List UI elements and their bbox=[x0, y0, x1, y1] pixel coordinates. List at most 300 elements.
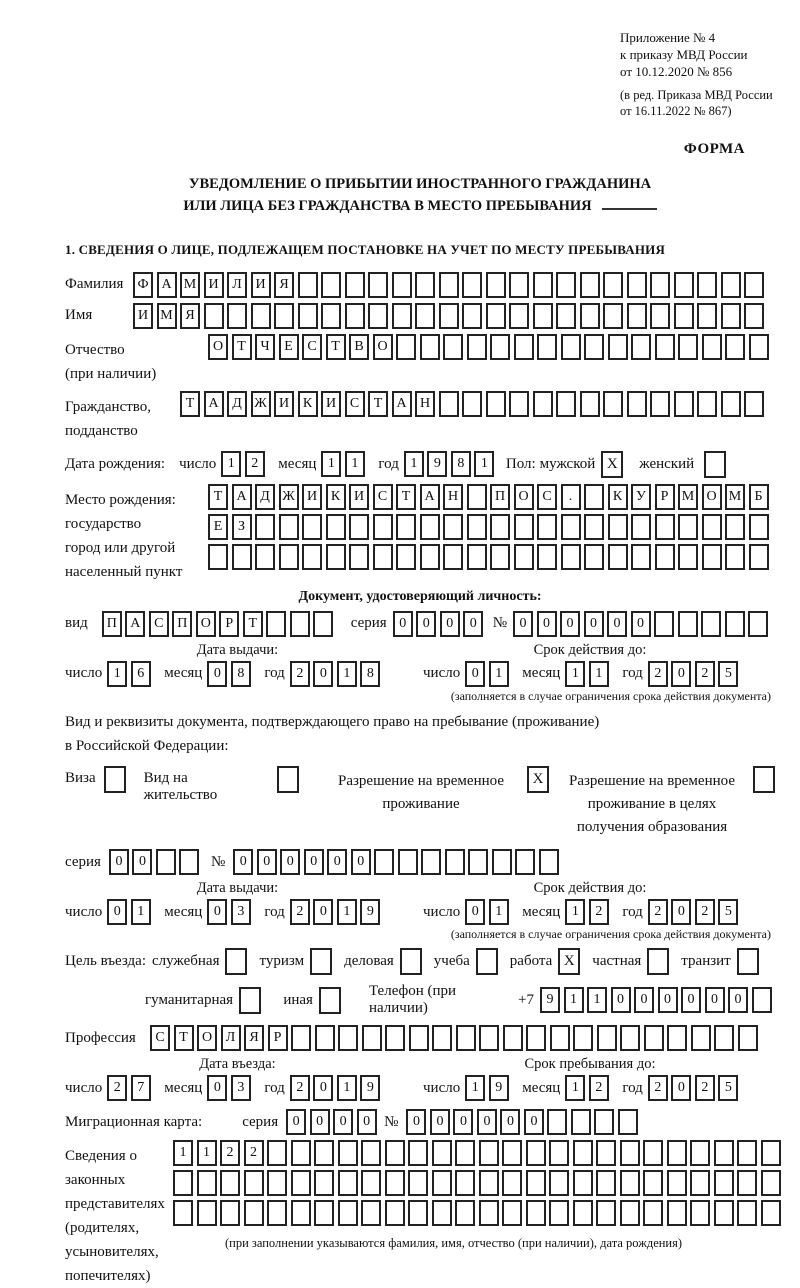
char-box[interactable]: 2 bbox=[245, 451, 265, 477]
char-box[interactable] bbox=[674, 303, 694, 329]
char-box[interactable]: О bbox=[197, 1025, 217, 1051]
char-box[interactable]: М bbox=[157, 303, 177, 329]
char-box[interactable] bbox=[227, 303, 247, 329]
char-box[interactable] bbox=[479, 1025, 499, 1051]
char-box[interactable]: 9 bbox=[540, 987, 560, 1013]
char-box[interactable] bbox=[373, 514, 393, 540]
char-box[interactable]: М bbox=[725, 484, 745, 510]
char-box[interactable] bbox=[244, 1170, 264, 1196]
char-box[interactable] bbox=[608, 544, 628, 570]
char-box[interactable] bbox=[345, 272, 365, 298]
sex-male-checkbox[interactable]: X bbox=[601, 451, 623, 478]
char-box[interactable] bbox=[244, 1200, 264, 1226]
char-box[interactable]: Е bbox=[279, 334, 299, 360]
char-box[interactable]: 2 bbox=[648, 899, 668, 925]
char-box[interactable] bbox=[462, 303, 482, 329]
char-box[interactable]: П bbox=[102, 611, 122, 637]
char-box[interactable] bbox=[549, 1200, 569, 1226]
char-box[interactable] bbox=[597, 1025, 617, 1051]
char-box[interactable] bbox=[415, 303, 435, 329]
char-box[interactable]: О bbox=[702, 484, 722, 510]
char-box[interactable]: Т bbox=[208, 484, 228, 510]
char-box[interactable] bbox=[462, 272, 482, 298]
char-box[interactable]: 3 bbox=[231, 1075, 251, 1101]
char-box[interactable]: 1 bbox=[474, 451, 494, 477]
char-box[interactable] bbox=[197, 1200, 217, 1226]
char-box[interactable]: 0 bbox=[109, 849, 129, 875]
char-box[interactable]: 8 bbox=[231, 661, 251, 687]
char-box[interactable]: Ж bbox=[279, 484, 299, 510]
char-box[interactable] bbox=[326, 544, 346, 570]
char-box[interactable] bbox=[502, 1170, 522, 1196]
char-box[interactable]: 1 bbox=[337, 661, 357, 687]
char-box[interactable] bbox=[502, 1200, 522, 1226]
char-box[interactable]: 1 bbox=[565, 661, 585, 687]
char-box[interactable] bbox=[603, 303, 623, 329]
char-box[interactable]: С bbox=[345, 391, 365, 417]
char-box[interactable] bbox=[314, 1170, 334, 1196]
char-box[interactable]: 0 bbox=[440, 611, 460, 637]
char-box[interactable] bbox=[432, 1025, 452, 1051]
char-box[interactable] bbox=[537, 544, 557, 570]
char-box[interactable] bbox=[279, 514, 299, 540]
char-box[interactable] bbox=[315, 1025, 335, 1051]
char-box[interactable] bbox=[714, 1025, 734, 1051]
char-box[interactable]: Р bbox=[268, 1025, 288, 1051]
char-box[interactable] bbox=[596, 1170, 616, 1196]
char-box[interactable] bbox=[580, 272, 600, 298]
char-box[interactable]: 0 bbox=[132, 849, 152, 875]
char-box[interactable] bbox=[702, 334, 722, 360]
char-box[interactable] bbox=[321, 272, 341, 298]
char-box[interactable] bbox=[702, 544, 722, 570]
char-box[interactable] bbox=[761, 1170, 781, 1196]
char-box[interactable]: 2 bbox=[648, 661, 668, 687]
char-box[interactable] bbox=[439, 272, 459, 298]
char-box[interactable] bbox=[420, 514, 440, 540]
char-box[interactable] bbox=[761, 1200, 781, 1226]
char-box[interactable] bbox=[650, 272, 670, 298]
char-box[interactable]: 5 bbox=[718, 899, 738, 925]
char-box[interactable] bbox=[455, 1170, 475, 1196]
char-box[interactable]: 0 bbox=[705, 987, 725, 1013]
char-box[interactable] bbox=[302, 514, 322, 540]
char-box[interactable] bbox=[455, 1200, 475, 1226]
char-box[interactable] bbox=[467, 544, 487, 570]
char-box[interactable] bbox=[631, 514, 651, 540]
char-box[interactable]: 1 bbox=[404, 451, 424, 477]
char-box[interactable] bbox=[361, 1200, 381, 1226]
char-box[interactable]: С bbox=[150, 1025, 170, 1051]
char-box[interactable] bbox=[314, 1200, 334, 1226]
char-box[interactable]: О bbox=[514, 484, 534, 510]
char-box[interactable]: 0 bbox=[357, 1109, 377, 1135]
char-box[interactable] bbox=[667, 1200, 687, 1226]
char-box[interactable]: 5 bbox=[718, 661, 738, 687]
char-box[interactable] bbox=[550, 1025, 570, 1051]
char-box[interactable]: 0 bbox=[393, 611, 413, 637]
char-box[interactable] bbox=[608, 514, 628, 540]
char-box[interactable] bbox=[584, 514, 604, 540]
char-box[interactable] bbox=[490, 334, 510, 360]
char-box[interactable]: 1 bbox=[321, 451, 341, 477]
char-box[interactable]: 0 bbox=[280, 849, 300, 875]
char-box[interactable] bbox=[573, 1200, 593, 1226]
char-box[interactable] bbox=[721, 303, 741, 329]
char-box[interactable] bbox=[690, 1170, 710, 1196]
char-box[interactable] bbox=[361, 1170, 381, 1196]
char-box[interactable]: 0 bbox=[416, 611, 436, 637]
char-box[interactable]: 0 bbox=[658, 987, 678, 1013]
char-box[interactable]: 1 bbox=[221, 451, 241, 477]
char-box[interactable]: М bbox=[678, 484, 698, 510]
char-box[interactable]: 0 bbox=[333, 1109, 353, 1135]
visa-checkbox[interactable] bbox=[104, 766, 126, 793]
char-box[interactable] bbox=[490, 514, 510, 540]
char-box[interactable] bbox=[291, 1025, 311, 1051]
char-box[interactable] bbox=[526, 1200, 546, 1226]
char-box[interactable]: 0 bbox=[207, 899, 227, 925]
char-box[interactable]: В bbox=[349, 334, 369, 360]
char-box[interactable]: 0 bbox=[634, 987, 654, 1013]
char-box[interactable]: Т bbox=[368, 391, 388, 417]
char-box[interactable] bbox=[596, 1200, 616, 1226]
char-box[interactable] bbox=[173, 1170, 193, 1196]
char-box[interactable] bbox=[749, 334, 769, 360]
char-box[interactable] bbox=[298, 272, 318, 298]
temp-residence-checkbox[interactable]: X bbox=[527, 766, 549, 793]
char-box[interactable] bbox=[514, 514, 534, 540]
char-box[interactable] bbox=[251, 303, 271, 329]
char-box[interactable] bbox=[173, 1200, 193, 1226]
char-box[interactable]: Н bbox=[415, 391, 435, 417]
char-box[interactable]: 2 bbox=[290, 1075, 310, 1101]
char-box[interactable]: И bbox=[251, 272, 271, 298]
char-box[interactable] bbox=[232, 544, 252, 570]
char-box[interactable]: 0 bbox=[430, 1109, 450, 1135]
char-box[interactable]: 0 bbox=[463, 611, 483, 637]
char-box[interactable] bbox=[725, 334, 745, 360]
char-box[interactable] bbox=[603, 272, 623, 298]
char-box[interactable]: 0 bbox=[671, 661, 691, 687]
char-box[interactable] bbox=[573, 1025, 593, 1051]
char-box[interactable] bbox=[385, 1170, 405, 1196]
char-box[interactable] bbox=[204, 303, 224, 329]
char-box[interactable]: 0 bbox=[286, 1109, 306, 1135]
char-box[interactable] bbox=[274, 303, 294, 329]
char-box[interactable] bbox=[255, 544, 275, 570]
char-box[interactable] bbox=[721, 272, 741, 298]
char-box[interactable] bbox=[631, 334, 651, 360]
char-box[interactable] bbox=[197, 1170, 217, 1196]
char-box[interactable]: А bbox=[157, 272, 177, 298]
char-box[interactable]: 0 bbox=[681, 987, 701, 1013]
char-box[interactable] bbox=[298, 303, 318, 329]
char-box[interactable] bbox=[725, 514, 745, 540]
char-box[interactable] bbox=[479, 1200, 499, 1226]
char-box[interactable]: Т bbox=[326, 334, 346, 360]
char-box[interactable]: 1 bbox=[489, 899, 509, 925]
char-box[interactable]: 9 bbox=[489, 1075, 509, 1101]
char-box[interactable] bbox=[655, 334, 675, 360]
char-box[interactable]: Д bbox=[255, 484, 275, 510]
char-box[interactable] bbox=[556, 303, 576, 329]
char-box[interactable]: Т bbox=[232, 334, 252, 360]
char-box[interactable] bbox=[385, 1025, 405, 1051]
char-box[interactable]: 1 bbox=[337, 899, 357, 925]
char-box[interactable] bbox=[749, 544, 769, 570]
char-box[interactable] bbox=[573, 1170, 593, 1196]
char-box[interactable] bbox=[396, 514, 416, 540]
char-box[interactable] bbox=[644, 1025, 664, 1051]
char-box[interactable]: 1 bbox=[337, 1075, 357, 1101]
char-box[interactable]: 2 bbox=[220, 1140, 240, 1166]
char-box[interactable] bbox=[279, 544, 299, 570]
char-box[interactable]: 1 bbox=[589, 661, 609, 687]
char-box[interactable]: 3 bbox=[231, 899, 251, 925]
char-box[interactable]: Р bbox=[219, 611, 239, 637]
char-box[interactable] bbox=[373, 544, 393, 570]
char-box[interactable]: 2 bbox=[244, 1140, 264, 1166]
char-box[interactable] bbox=[643, 1200, 663, 1226]
char-box[interactable]: 2 bbox=[589, 899, 609, 925]
char-box[interactable] bbox=[349, 544, 369, 570]
char-box[interactable]: 1 bbox=[131, 899, 151, 925]
char-box[interactable]: 2 bbox=[290, 899, 310, 925]
char-box[interactable]: Д bbox=[227, 391, 247, 417]
char-box[interactable]: С bbox=[537, 484, 557, 510]
char-box[interactable]: 9 bbox=[360, 1075, 380, 1101]
char-box[interactable] bbox=[456, 1025, 476, 1051]
residence-permit-checkbox[interactable] bbox=[277, 766, 299, 793]
char-box[interactable] bbox=[392, 272, 412, 298]
char-box[interactable] bbox=[655, 544, 675, 570]
char-box[interactable] bbox=[714, 1170, 734, 1196]
char-box[interactable]: 1 bbox=[107, 661, 127, 687]
char-box[interactable]: Т bbox=[396, 484, 416, 510]
char-box[interactable]: 0 bbox=[257, 849, 277, 875]
char-box[interactable]: И bbox=[133, 303, 153, 329]
purpose-humanitarian-checkbox[interactable] bbox=[239, 987, 261, 1014]
char-box[interactable]: С bbox=[302, 334, 322, 360]
char-box[interactable]: 0 bbox=[524, 1109, 544, 1135]
char-box[interactable]: Л bbox=[227, 272, 247, 298]
char-box[interactable] bbox=[503, 1025, 523, 1051]
char-box[interactable] bbox=[594, 1109, 614, 1135]
char-box[interactable]: О bbox=[196, 611, 216, 637]
char-box[interactable]: И bbox=[321, 391, 341, 417]
char-box[interactable]: С bbox=[373, 484, 393, 510]
char-box[interactable] bbox=[701, 611, 721, 637]
char-box[interactable] bbox=[738, 1025, 758, 1051]
char-box[interactable] bbox=[492, 849, 512, 875]
char-box[interactable] bbox=[420, 544, 440, 570]
char-box[interactable] bbox=[514, 334, 534, 360]
char-box[interactable] bbox=[678, 334, 698, 360]
char-box[interactable] bbox=[467, 484, 487, 510]
char-box[interactable]: 0 bbox=[500, 1109, 520, 1135]
char-box[interactable] bbox=[643, 1170, 663, 1196]
char-box[interactable]: 0 bbox=[107, 899, 127, 925]
char-box[interactable] bbox=[421, 849, 441, 875]
char-box[interactable] bbox=[631, 544, 651, 570]
char-box[interactable] bbox=[725, 544, 745, 570]
char-box[interactable]: . bbox=[561, 484, 581, 510]
char-box[interactable]: М bbox=[180, 272, 200, 298]
char-box[interactable] bbox=[603, 391, 623, 417]
char-box[interactable] bbox=[667, 1170, 687, 1196]
purpose-other-checkbox[interactable] bbox=[319, 987, 341, 1014]
char-box[interactable] bbox=[620, 1025, 640, 1051]
char-box[interactable] bbox=[490, 544, 510, 570]
char-box[interactable] bbox=[744, 391, 764, 417]
char-box[interactable]: Я bbox=[274, 272, 294, 298]
char-box[interactable] bbox=[267, 1200, 287, 1226]
char-box[interactable] bbox=[526, 1025, 546, 1051]
char-box[interactable] bbox=[618, 1109, 638, 1135]
char-box[interactable] bbox=[678, 611, 698, 637]
char-box[interactable] bbox=[338, 1170, 358, 1196]
char-box[interactable] bbox=[486, 272, 506, 298]
char-box[interactable] bbox=[725, 611, 745, 637]
char-box[interactable]: О bbox=[373, 334, 393, 360]
char-box[interactable]: 1 bbox=[465, 1075, 485, 1101]
char-box[interactable] bbox=[509, 391, 529, 417]
char-box[interactable] bbox=[580, 303, 600, 329]
char-box[interactable]: Е bbox=[208, 514, 228, 540]
char-box[interactable] bbox=[302, 544, 322, 570]
char-box[interactable]: К bbox=[608, 484, 628, 510]
char-box[interactable] bbox=[549, 1170, 569, 1196]
char-box[interactable] bbox=[392, 303, 412, 329]
sex-female-checkbox[interactable] bbox=[704, 451, 726, 478]
char-box[interactable] bbox=[674, 391, 694, 417]
char-box[interactable] bbox=[267, 1170, 287, 1196]
char-box[interactable] bbox=[462, 391, 482, 417]
char-box[interactable] bbox=[627, 272, 647, 298]
char-box[interactable]: 1 bbox=[489, 661, 509, 687]
char-box[interactable] bbox=[408, 1200, 428, 1226]
char-box[interactable] bbox=[415, 272, 435, 298]
char-box[interactable] bbox=[748, 611, 768, 637]
char-box[interactable] bbox=[266, 611, 286, 637]
char-box[interactable] bbox=[584, 484, 604, 510]
char-box[interactable] bbox=[349, 514, 369, 540]
purpose-transit-checkbox[interactable] bbox=[737, 948, 759, 975]
char-box[interactable] bbox=[467, 514, 487, 540]
char-box[interactable]: Ч bbox=[255, 334, 275, 360]
char-box[interactable] bbox=[396, 334, 416, 360]
char-box[interactable] bbox=[702, 514, 722, 540]
char-box[interactable]: 0 bbox=[584, 611, 604, 637]
char-box[interactable] bbox=[537, 514, 557, 540]
char-box[interactable] bbox=[678, 514, 698, 540]
char-box[interactable] bbox=[338, 1200, 358, 1226]
char-box[interactable]: 0 bbox=[233, 849, 253, 875]
char-box[interactable] bbox=[737, 1170, 757, 1196]
char-box[interactable] bbox=[255, 514, 275, 540]
char-box[interactable] bbox=[627, 303, 647, 329]
char-box[interactable]: З bbox=[232, 514, 252, 540]
char-box[interactable] bbox=[584, 334, 604, 360]
char-box[interactable] bbox=[479, 1170, 499, 1196]
char-box[interactable] bbox=[690, 1200, 710, 1226]
char-box[interactable]: 0 bbox=[304, 849, 324, 875]
char-box[interactable]: А bbox=[420, 484, 440, 510]
char-box[interactable]: 0 bbox=[351, 849, 371, 875]
char-box[interactable]: 1 bbox=[565, 899, 585, 925]
char-box[interactable]: 0 bbox=[453, 1109, 473, 1135]
char-box[interactable]: 2 bbox=[695, 661, 715, 687]
char-box[interactable] bbox=[561, 514, 581, 540]
char-box[interactable] bbox=[156, 849, 176, 875]
char-box[interactable] bbox=[368, 272, 388, 298]
char-box[interactable] bbox=[443, 514, 463, 540]
char-box[interactable]: Ф bbox=[133, 272, 153, 298]
char-box[interactable]: 7 bbox=[131, 1075, 151, 1101]
char-box[interactable] bbox=[439, 303, 459, 329]
char-box[interactable]: А bbox=[392, 391, 412, 417]
char-box[interactable] bbox=[749, 514, 769, 540]
char-box[interactable]: 0 bbox=[631, 611, 651, 637]
char-box[interactable]: Р bbox=[655, 484, 675, 510]
char-box[interactable] bbox=[326, 514, 346, 540]
char-box[interactable]: 1 bbox=[173, 1140, 193, 1166]
char-box[interactable] bbox=[697, 391, 717, 417]
char-box[interactable] bbox=[220, 1200, 240, 1226]
char-box[interactable]: 0 bbox=[327, 849, 347, 875]
char-box[interactable] bbox=[627, 391, 647, 417]
char-box[interactable]: А bbox=[125, 611, 145, 637]
char-box[interactable]: 8 bbox=[360, 661, 380, 687]
temp-residence-edu-checkbox[interactable] bbox=[753, 766, 775, 793]
char-box[interactable] bbox=[650, 303, 670, 329]
char-box[interactable]: К bbox=[298, 391, 318, 417]
char-box[interactable]: 0 bbox=[207, 661, 227, 687]
char-box[interactable]: 1 bbox=[587, 987, 607, 1013]
char-box[interactable]: 8 bbox=[451, 451, 471, 477]
char-box[interactable]: Т bbox=[174, 1025, 194, 1051]
char-box[interactable]: 2 bbox=[589, 1075, 609, 1101]
char-box[interactable] bbox=[533, 303, 553, 329]
char-box[interactable]: 0 bbox=[671, 899, 691, 925]
char-box[interactable] bbox=[468, 849, 488, 875]
char-box[interactable]: 6 bbox=[131, 661, 151, 687]
char-box[interactable] bbox=[556, 272, 576, 298]
char-box[interactable] bbox=[667, 1025, 687, 1051]
char-box[interactable] bbox=[655, 514, 675, 540]
char-box[interactable] bbox=[362, 1025, 382, 1051]
char-box[interactable] bbox=[409, 1025, 429, 1051]
char-box[interactable] bbox=[509, 303, 529, 329]
char-box[interactable] bbox=[654, 611, 674, 637]
char-box[interactable]: Я bbox=[180, 303, 200, 329]
char-box[interactable] bbox=[432, 1200, 452, 1226]
char-box[interactable]: Л bbox=[221, 1025, 241, 1051]
char-box[interactable] bbox=[620, 1200, 640, 1226]
char-box[interactable] bbox=[526, 1170, 546, 1196]
char-box[interactable]: 0 bbox=[465, 661, 485, 687]
char-box[interactable] bbox=[674, 272, 694, 298]
char-box[interactable] bbox=[556, 391, 576, 417]
purpose-work-checkbox[interactable]: X bbox=[558, 948, 580, 975]
purpose-business-checkbox[interactable] bbox=[400, 948, 422, 975]
char-box[interactable] bbox=[220, 1170, 240, 1196]
char-box[interactable]: 0 bbox=[671, 1075, 691, 1101]
char-box[interactable]: А bbox=[204, 391, 224, 417]
char-box[interactable]: 0 bbox=[313, 899, 333, 925]
char-box[interactable] bbox=[290, 611, 310, 637]
